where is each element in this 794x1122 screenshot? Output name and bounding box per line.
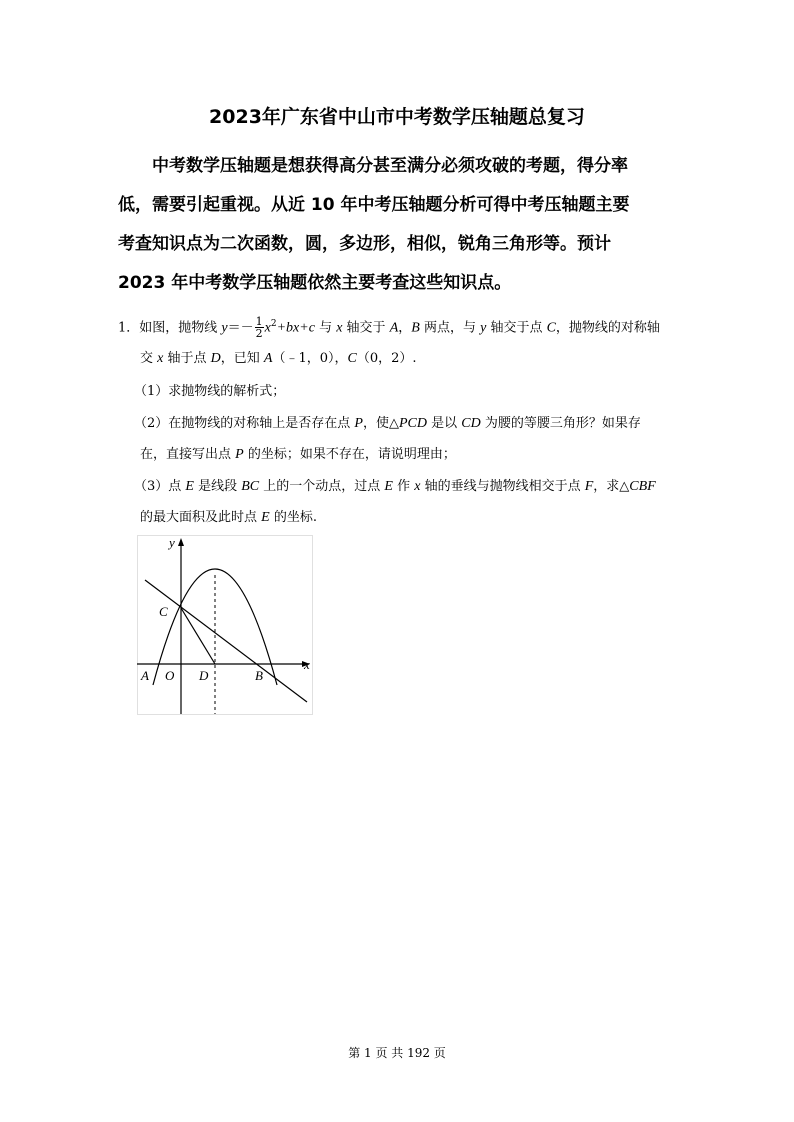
problem-line-1: 1．如图，抛物线 y＝－ $\frac{1}{2}$ $x^2+bx+c$ 与 x 轴交于 A，B 两点，与 y 轴交于点 C，抛物线的对称轴 [118,315,660,341]
part-1: （1）求抛物线的解析式； [134,384,286,399]
part-3-line-2: 的最大面积及此时点 E 的坐标. [140,510,317,525]
intro-line-3: 考查知识点为二次函数，圆，多边形，相似，锐角三角形等。预计 [118,234,611,254]
figure-frame [138,536,313,715]
label-b: B [255,668,263,683]
label-d: D [199,668,209,683]
fraction: $\frac{1}{2}$ [255,315,263,341]
page-title: 2023年广东省中山市中考数学压轴题总复习 [209,106,585,128]
parabola-figure [137,535,313,715]
intro-line-1: 中考数学压轴题是想获得高分甚至满分必须攻破的考题，得分率 [152,156,628,176]
intro-line-2: 低，需要引起重视。从近 10 年中考压轴题分析可得中考压轴题主要 [118,195,630,215]
part-2-line-1: （2）在抛物线的对称轴上是否存在点 P，使△PCD 是以 CD 为腰的等腰三角形？如果存 [134,416,641,431]
label-c: C [159,604,168,619]
label-a: A [141,668,149,683]
part-2-line-2: 在，直接写出点 P 的坐标；如果不存在，请说明理由； [140,447,456,462]
page-footer: 第 1 页 共 192 页 [348,1046,446,1060]
intro-line-4: 2023 年中考数学压轴题依然主要考查这些知识点。 [118,273,512,293]
label-y: y [169,535,175,550]
part-3-line-1: （3）点 E 是线段 BC 上的一个动点，过点 E 作 x 轴的垂线与抛物线相交于点 F，求△CBF [134,479,656,494]
label-x: x [304,657,310,672]
label-o: O [165,668,175,683]
problem-line-2: 交 x 轴于点 D，已知 A（﹣1，0），C（0，2）. [140,351,417,366]
